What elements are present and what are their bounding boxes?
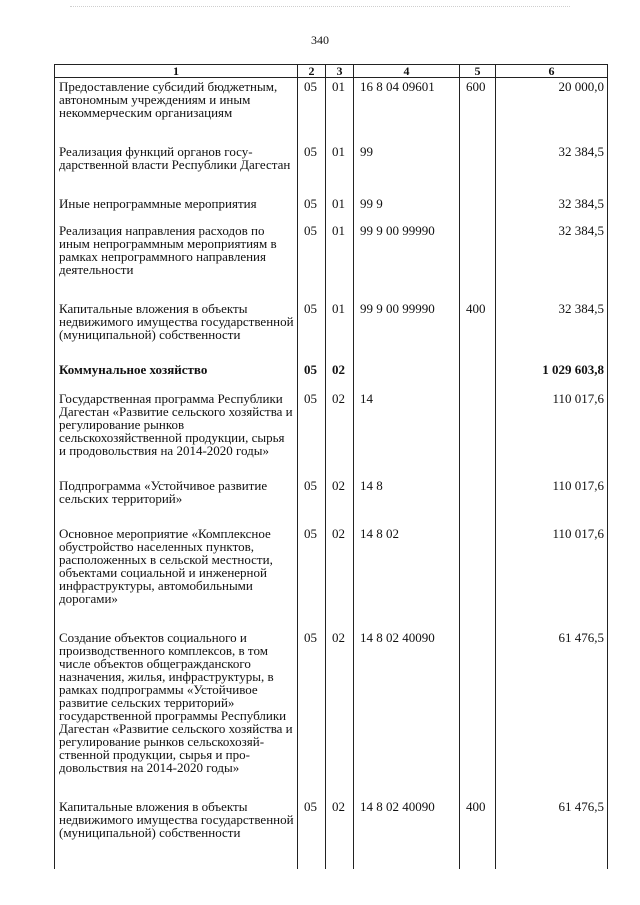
row-section: 05 — [298, 525, 326, 629]
table-row — [55, 300, 608, 361]
row-subsection: 01 — [326, 78, 354, 144]
row-subsection: 01 — [326, 300, 354, 361]
row-name: Основное мероприятие «Комплексное обустройство населенных пунктов, расположенных в сельской местности, объектами социальной и инженерной инфраструктуры, автомобильными дорогами» — [55, 525, 298, 629]
row-subsection: 02 — [326, 390, 354, 477]
row-subsection: 02 — [326, 525, 354, 629]
row-amount: 110 017,6 — [496, 477, 608, 525]
header-col-4: 4 — [354, 65, 460, 78]
row-expense-type — [460, 525, 496, 629]
row-section: 05 — [298, 195, 326, 222]
table-row — [55, 798, 608, 839]
row-section: 05 — [298, 629, 326, 798]
row-name: Создание объектов социального и производственного комплексов, в том числе объектов общегражданского назначения, жилья, инфраструктуры, в рамках подпрограммы «Устойчивое развитие сельских территорий» государственной программы Республики Дагестан «Развитие сельского хозяйства и регулирование рынков сельскохозяйственной продукции, сырья и продовольствия на 2014-2020 годы» — [55, 629, 298, 798]
page-number: 340 — [311, 33, 329, 47]
table-row — [55, 143, 608, 195]
row-name: Государственная программа Республики Дагестан «Развитие сельского хозяйства и регулирование рынков сельскохозяйственной продукции, сырья и продовольствия на 2014-2020 годы» — [55, 390, 298, 477]
row-section: 05 — [298, 798, 326, 839]
row-target-code: 14 8 02 40090 — [354, 629, 460, 798]
budget-table — [54, 64, 608, 869]
table-row — [55, 477, 608, 525]
table-filler-row — [55, 839, 608, 869]
row-subsection: 01 — [326, 222, 354, 300]
header-col-1: 1 — [55, 65, 298, 78]
row-expense-type — [460, 629, 496, 798]
row-name: Реализация функций органов государственной власти Республики Дагестан — [55, 143, 298, 195]
row-name: Иные непрограммные мероприятия — [55, 195, 298, 222]
row-amount: 32 384,5 — [496, 222, 608, 300]
row-amount: 32 384,5 — [496, 143, 608, 195]
row-expense-type: 400 — [460, 798, 496, 839]
row-section: 05 — [298, 143, 326, 195]
row-expense-type: 400 — [460, 300, 496, 361]
row-name: Предоставление субсидий бюджетным, автономным учреждениям и иным некоммерческим организациям — [55, 78, 298, 144]
row-subsection: 02 — [326, 361, 354, 390]
row-target-code: 14 8 02 — [354, 525, 460, 629]
row-target-code: 99 — [354, 143, 460, 195]
row-subsection: 02 — [326, 629, 354, 798]
row-name: Подпрограмма «Устойчивое развитие сельских территорий» — [55, 477, 298, 525]
row-expense-type — [460, 195, 496, 222]
top-dotted-rule — [70, 6, 570, 7]
row-name: Капитальные вложения в объекты недвижимого имущества государственной (муниципальной) собственности — [55, 300, 298, 361]
row-section: 05 — [298, 300, 326, 361]
filler-cell — [298, 839, 326, 869]
row-expense-type — [460, 143, 496, 195]
table-row — [55, 195, 608, 222]
row-amount: 110 017,6 — [496, 390, 608, 477]
row-amount: 20 000,0 — [496, 78, 608, 144]
row-expense-type — [460, 390, 496, 477]
row-expense-type: 600 — [460, 78, 496, 144]
row-target-code: 99 9 00 99990 — [354, 300, 460, 361]
row-subsection: 02 — [326, 477, 354, 525]
row-target-code: 16 8 04 09601 — [354, 78, 460, 144]
filler-cell — [460, 839, 496, 869]
table-row — [55, 629, 608, 798]
row-target-code: 14 8 — [354, 477, 460, 525]
row-amount: 110 017,6 — [496, 525, 608, 629]
filler-cell — [55, 839, 298, 869]
row-target-code: 99 9 — [354, 195, 460, 222]
table-row — [55, 361, 608, 390]
row-section: 05 — [298, 222, 326, 300]
row-amount: 61 476,5 — [496, 629, 608, 798]
row-section: 05 — [298, 477, 326, 525]
row-name: Коммунальное хозяйство — [55, 361, 298, 390]
row-amount: 32 384,5 — [496, 195, 608, 222]
filler-cell — [496, 839, 608, 869]
row-amount: 1 029 603,8 — [496, 361, 608, 390]
filler-cell — [326, 839, 354, 869]
row-target-code: 14 8 02 40090 — [354, 798, 460, 839]
row-name: Реализация направления расходов по иным непрограммным мероприятиям в рамках непрограммного направления деятельности — [55, 222, 298, 300]
row-expense-type — [460, 361, 496, 390]
row-target-code — [354, 361, 460, 390]
row-expense-type — [460, 477, 496, 525]
row-target-code: 99 9 00 99990 — [354, 222, 460, 300]
row-section: 05 — [298, 390, 326, 477]
table-row — [55, 525, 608, 629]
row-subsection: 01 — [326, 195, 354, 222]
table-row — [55, 390, 608, 477]
row-section: 05 — [298, 361, 326, 390]
header-col-2: 2 — [298, 65, 326, 78]
row-amount: 32 384,5 — [496, 300, 608, 361]
table-row — [55, 222, 608, 300]
row-subsection: 01 — [326, 143, 354, 195]
row-target-code: 14 — [354, 390, 460, 477]
header-col-6: 6 — [496, 65, 608, 78]
table-header-row — [55, 65, 608, 78]
row-expense-type — [460, 222, 496, 300]
filler-cell — [354, 839, 460, 869]
row-amount: 61 476,5 — [496, 798, 608, 839]
row-name: Капитальные вложения в объекты недвижимого имущества государственной (муниципальной) собственности — [55, 798, 298, 839]
row-section: 05 — [298, 78, 326, 144]
row-subsection: 02 — [326, 798, 354, 839]
header-col-3: 3 — [326, 65, 354, 78]
table-row — [55, 78, 608, 144]
header-col-5: 5 — [460, 65, 496, 78]
